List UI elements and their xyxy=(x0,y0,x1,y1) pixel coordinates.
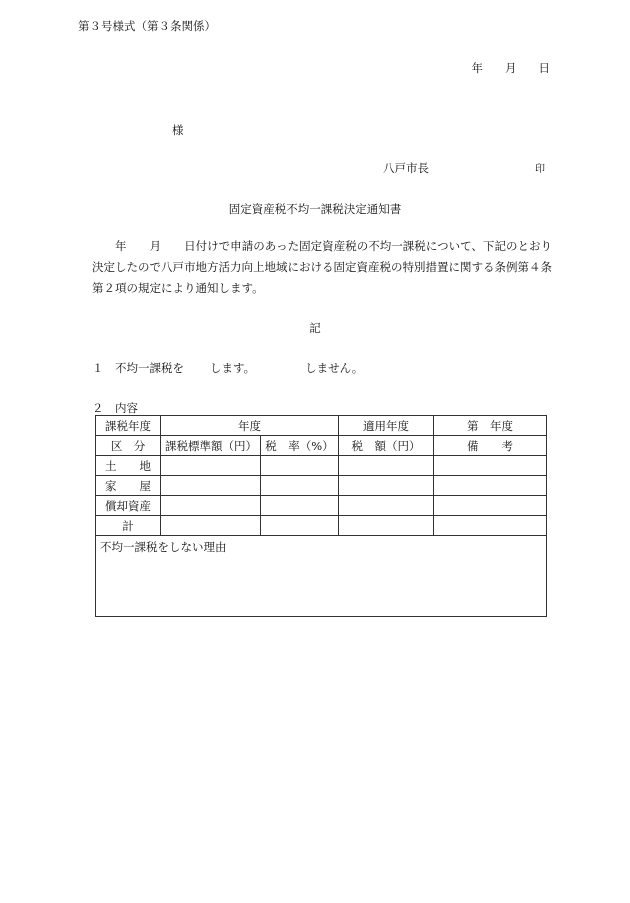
cell xyxy=(161,456,261,476)
cell xyxy=(161,476,261,496)
col-remarks: 備 考 xyxy=(434,436,547,456)
addressee-suffix: 様 xyxy=(172,123,184,137)
applicable-year-label: 適用年度 xyxy=(339,416,434,436)
item-1-dont: しません。 xyxy=(305,361,364,375)
item-1-label: 不均一課税を xyxy=(115,361,184,375)
item-2-label: 内容 xyxy=(115,401,138,415)
cell xyxy=(261,516,339,536)
item-2 xyxy=(92,400,138,416)
applicable-year-value: 第 年度 xyxy=(434,416,547,436)
row-label-house: 家 屋 xyxy=(96,476,161,496)
date-year: 年 xyxy=(471,61,483,75)
date-line xyxy=(450,60,551,76)
ki-heading: 記 xyxy=(309,321,321,335)
body-paragraph xyxy=(92,236,552,299)
reason-row xyxy=(96,536,547,617)
cell xyxy=(261,496,339,516)
cell xyxy=(339,476,434,496)
row-label-total: 計 xyxy=(96,516,161,536)
cell xyxy=(434,496,547,516)
body-indent xyxy=(92,239,115,253)
cell xyxy=(161,496,261,516)
cell xyxy=(339,456,434,476)
col-tax-rate: 税 率（%） xyxy=(261,436,339,456)
date-day: 日 xyxy=(538,61,550,75)
content-table xyxy=(95,415,547,617)
table-row xyxy=(96,496,547,516)
table-row xyxy=(96,516,547,536)
item-1-number: １ xyxy=(92,361,104,375)
row-label-land: 土 地 xyxy=(96,456,161,476)
table-header-row xyxy=(96,416,547,436)
table-column-headers xyxy=(96,436,547,456)
row-label-depreciable: 償却資産 xyxy=(96,496,161,516)
table-row xyxy=(96,476,547,496)
tax-year-label: 課税年度 xyxy=(96,416,161,436)
table-row xyxy=(96,456,547,476)
item-2-number: ２ xyxy=(92,401,104,415)
form-number: 第３号様式（第３条関係） xyxy=(78,19,216,33)
document-title: 固定資産税不均一課税決定通知書 xyxy=(228,202,402,216)
date-month: 月 xyxy=(505,61,517,75)
col-tax-base: 課税標準額（円） xyxy=(161,436,261,456)
cell xyxy=(261,476,339,496)
reason-label: 不均一課税をしない理由 xyxy=(96,536,547,617)
tax-year-value: 年度 xyxy=(161,416,339,436)
cell xyxy=(261,456,339,476)
cell xyxy=(434,516,547,536)
cell xyxy=(339,496,434,516)
cell xyxy=(339,516,434,536)
body-text: 年 月 日付けで申請のあった固定資産税の不均一課税について、下記のとおり決定したので八戸市地方活力向上地域における固定資産税の特別措置に関する条例第４条第２項の規定により通知します。 xyxy=(92,239,553,295)
cell xyxy=(434,456,547,476)
seal-mark: 印 xyxy=(535,164,545,175)
item-1 xyxy=(92,360,363,376)
sender-name: 八戸市長 xyxy=(383,161,429,175)
cell xyxy=(161,516,261,536)
cell xyxy=(434,476,547,496)
col-category: 区 分 xyxy=(96,436,161,456)
item-1-do: します。 xyxy=(210,361,256,375)
col-tax-amount: 税 額（円） xyxy=(339,436,434,456)
